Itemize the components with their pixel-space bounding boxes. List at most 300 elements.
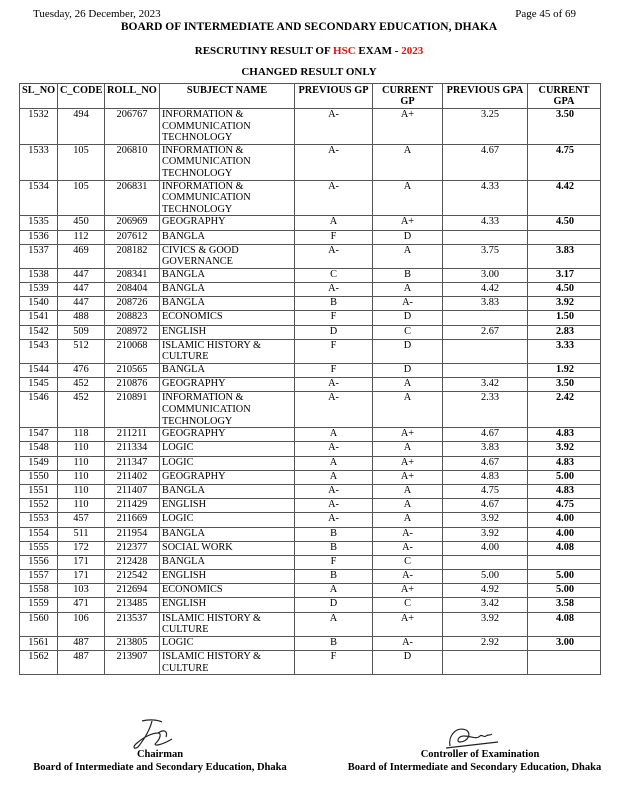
cell-subject: INFORMATION & COMMUNICATION TECHNOLOGY xyxy=(160,109,295,145)
cell-c-code: 452 xyxy=(58,378,105,392)
cell-current-gpa: 4.83 xyxy=(528,456,601,470)
cell-subject: ISLAMIC HISTORY & CULTURE xyxy=(160,651,295,675)
col-subject-name: SUBJECT NAME xyxy=(160,84,295,109)
cell-c-code: 512 xyxy=(58,339,105,363)
cell-sl-no: 1549 xyxy=(20,456,58,470)
cell-sl-no: 1555 xyxy=(20,541,58,555)
cell-subject: BANGLA xyxy=(160,297,295,311)
exam-name: HSC xyxy=(333,45,356,57)
cell-current-gp: A xyxy=(373,144,443,180)
table-row xyxy=(20,442,601,456)
cell-current-gpa: 5.00 xyxy=(528,570,601,584)
cell-current-gpa: 3.33 xyxy=(528,339,601,363)
cell-sl-no: 1541 xyxy=(20,311,58,325)
cell-sl-no: 1551 xyxy=(20,484,58,498)
cell-subject: GEOGRAPHY xyxy=(160,216,295,230)
table-row xyxy=(20,513,601,527)
cell-previous-gp: D xyxy=(295,598,373,612)
cell-sl-no: 1533 xyxy=(20,144,58,180)
cell-current-gp: A+ xyxy=(373,470,443,484)
table-row xyxy=(20,470,601,484)
table-row xyxy=(20,325,601,339)
cell-previous-gp: A- xyxy=(295,283,373,297)
cell-current-gpa: 4.00 xyxy=(528,527,601,541)
cell-roll-no: 207612 xyxy=(105,230,160,244)
cell-c-code: 487 xyxy=(58,636,105,650)
col-previous-gp: PREVIOUS GP xyxy=(295,84,373,109)
cell-sl-no: 1561 xyxy=(20,636,58,650)
cell-current-gpa: 4.75 xyxy=(528,499,601,513)
cell-roll-no: 208823 xyxy=(105,311,160,325)
cell-previous-gp: A xyxy=(295,584,373,598)
cell-roll-no: 211429 xyxy=(105,499,160,513)
cell-current-gpa: 3.50 xyxy=(528,109,601,145)
table-row xyxy=(20,651,601,675)
cell-current-gp: D xyxy=(373,311,443,325)
table-row xyxy=(20,598,601,612)
cell-roll-no: 211407 xyxy=(105,484,160,498)
cell-c-code: 457 xyxy=(58,513,105,527)
cell-previous-gp: C xyxy=(295,268,373,282)
cell-c-code: 487 xyxy=(58,651,105,675)
cell-current-gpa: 1.92 xyxy=(528,364,601,378)
table-row xyxy=(20,527,601,541)
cell-current-gpa: 3.00 xyxy=(528,636,601,650)
cell-subject: LOGIC xyxy=(160,442,295,456)
cell-subject: ENGLISH xyxy=(160,570,295,584)
cell-previous-gp: A xyxy=(295,470,373,484)
cell-previous-gpa xyxy=(443,311,528,325)
cell-subject: INFORMATION & COMMUNICATION TECHNOLOGY xyxy=(160,180,295,216)
cell-c-code: 447 xyxy=(58,283,105,297)
cell-c-code: 447 xyxy=(58,268,105,282)
cell-current-gp: A- xyxy=(373,636,443,650)
cell-previous-gp: A- xyxy=(295,144,373,180)
cell-roll-no: 211669 xyxy=(105,513,160,527)
cell-current-gpa: 4.83 xyxy=(528,484,601,498)
cell-sl-no: 1548 xyxy=(20,442,58,456)
cell-current-gp: A xyxy=(373,392,443,428)
cell-previous-gpa: 2.33 xyxy=(443,392,528,428)
cell-subject: GEOGRAPHY xyxy=(160,428,295,442)
col-previous-gpa: PREVIOUS GPA xyxy=(443,84,528,109)
cell-sl-no: 1543 xyxy=(20,339,58,363)
cell-c-code: 112 xyxy=(58,230,105,244)
table-row xyxy=(20,392,601,428)
cell-current-gp: D xyxy=(373,651,443,675)
cell-previous-gp: D xyxy=(295,325,373,339)
cell-c-code: 105 xyxy=(58,144,105,180)
cell-previous-gpa: 4.83 xyxy=(443,470,528,484)
cell-subject: ISLAMIC HISTORY & CULTURE xyxy=(160,339,295,363)
cell-previous-gp: A- xyxy=(295,484,373,498)
controller-org: Board of Intermediate and Secondary Education, Dhaka xyxy=(347,762,602,773)
cell-current-gp: A- xyxy=(373,527,443,541)
cell-roll-no: 213485 xyxy=(105,598,160,612)
cell-subject: BANGLA xyxy=(160,555,295,569)
cell-previous-gpa: 4.92 xyxy=(443,584,528,598)
cell-subject: INFORMATION & COMMUNICATION TECHNOLOGY xyxy=(160,144,295,180)
cell-previous-gp: A xyxy=(295,456,373,470)
cell-sl-no: 1535 xyxy=(20,216,58,230)
cell-current-gp: D xyxy=(373,230,443,244)
cell-current-gpa: 2.83 xyxy=(528,325,601,339)
cell-subject: GEOGRAPHY xyxy=(160,378,295,392)
cell-current-gp: A+ xyxy=(373,109,443,145)
cell-sl-no: 1562 xyxy=(20,651,58,675)
cell-subject: LOGIC xyxy=(160,513,295,527)
table-row xyxy=(20,268,601,282)
cell-current-gp: A xyxy=(373,442,443,456)
table-row xyxy=(20,364,601,378)
cell-previous-gpa: 2.67 xyxy=(443,325,528,339)
cell-subject: LOGIC xyxy=(160,456,295,470)
col-current-gp: CURRENT GP xyxy=(373,84,443,109)
title-middle: EXAM - xyxy=(355,45,402,57)
cell-previous-gpa: 4.67 xyxy=(443,144,528,180)
cell-previous-gp: A- xyxy=(295,244,373,268)
cell-previous-gpa: 3.92 xyxy=(443,612,528,636)
cell-previous-gp: A- xyxy=(295,180,373,216)
cell-roll-no: 208726 xyxy=(105,297,160,311)
cell-subject: INFORMATION & COMMUNICATION TECHNOLOGY xyxy=(160,392,295,428)
cell-current-gp: A xyxy=(373,378,443,392)
cell-roll-no: 212377 xyxy=(105,541,160,555)
cell-current-gpa xyxy=(528,230,601,244)
table-row xyxy=(20,484,601,498)
result-table xyxy=(19,83,601,675)
cell-roll-no: 208182 xyxy=(105,244,160,268)
table-body xyxy=(20,109,601,675)
cell-roll-no: 208972 xyxy=(105,325,160,339)
cell-previous-gpa: 3.83 xyxy=(443,297,528,311)
cell-previous-gpa xyxy=(443,230,528,244)
cell-roll-no: 210565 xyxy=(105,364,160,378)
cell-previous-gp: B xyxy=(295,636,373,650)
cell-current-gpa: 5.00 xyxy=(528,584,601,598)
cell-previous-gpa: 3.92 xyxy=(443,513,528,527)
chairman-org: Board of Intermediate and Secondary Education, Dhaka xyxy=(33,762,287,773)
cell-c-code: 476 xyxy=(58,364,105,378)
cell-sl-no: 1560 xyxy=(20,612,58,636)
cell-c-code: 172 xyxy=(58,541,105,555)
cell-sl-no: 1546 xyxy=(20,392,58,428)
cell-previous-gpa: 3.42 xyxy=(443,378,528,392)
cell-current-gp: A xyxy=(373,283,443,297)
table-row xyxy=(20,144,601,180)
cell-current-gp: C xyxy=(373,598,443,612)
print-date: Tuesday, 26 December, 2023 xyxy=(33,8,161,20)
chairman-signature xyxy=(128,717,188,753)
cell-c-code: 110 xyxy=(58,442,105,456)
cell-previous-gp: B xyxy=(295,570,373,584)
cell-previous-gp: B xyxy=(295,541,373,555)
cell-previous-gp: A- xyxy=(295,378,373,392)
cell-sl-no: 1547 xyxy=(20,428,58,442)
table-row xyxy=(20,180,601,216)
table-row xyxy=(20,339,601,363)
table-row xyxy=(20,555,601,569)
cell-current-gpa: 4.00 xyxy=(528,513,601,527)
cell-c-code: 450 xyxy=(58,216,105,230)
cell-current-gp: A xyxy=(373,513,443,527)
cell-previous-gpa: 4.00 xyxy=(443,541,528,555)
cell-c-code: 469 xyxy=(58,244,105,268)
cell-roll-no: 212428 xyxy=(105,555,160,569)
cell-sl-no: 1532 xyxy=(20,109,58,145)
cell-current-gpa: 1.50 xyxy=(528,311,601,325)
cell-c-code: 106 xyxy=(58,612,105,636)
exam-year: 2023 xyxy=(401,45,424,57)
cell-sl-no: 1536 xyxy=(20,230,58,244)
cell-current-gp: A xyxy=(373,499,443,513)
cell-previous-gp: A xyxy=(295,216,373,230)
cell-subject: BANGLA xyxy=(160,527,295,541)
cell-c-code: 110 xyxy=(58,499,105,513)
cell-previous-gp: A- xyxy=(295,442,373,456)
cell-current-gpa: 4.08 xyxy=(528,541,601,555)
cell-previous-gpa: 3.92 xyxy=(443,527,528,541)
cell-current-gpa: 3.17 xyxy=(528,268,601,282)
cell-c-code: 110 xyxy=(58,456,105,470)
cell-subject: BANGLA xyxy=(160,364,295,378)
cell-sl-no: 1540 xyxy=(20,297,58,311)
col-sl-no: SL_NO xyxy=(20,84,58,109)
cell-current-gpa xyxy=(528,555,601,569)
cell-current-gp: A+ xyxy=(373,612,443,636)
cell-roll-no: 210068 xyxy=(105,339,160,363)
cell-roll-no: 206831 xyxy=(105,180,160,216)
cell-previous-gpa: 2.92 xyxy=(443,636,528,650)
table-row xyxy=(20,499,601,513)
table-row xyxy=(20,244,601,268)
cell-subject: GEOGRAPHY xyxy=(160,470,295,484)
col-current-gpa: CURRENT GPA xyxy=(528,84,601,109)
cell-current-gp: A+ xyxy=(373,456,443,470)
cell-c-code: 171 xyxy=(58,570,105,584)
cell-previous-gpa: 3.83 xyxy=(443,442,528,456)
cell-roll-no: 211347 xyxy=(105,456,160,470)
cell-previous-gp: F xyxy=(295,311,373,325)
cell-sl-no: 1554 xyxy=(20,527,58,541)
cell-current-gpa: 3.92 xyxy=(528,297,601,311)
cell-previous-gpa: 3.25 xyxy=(443,109,528,145)
result-title xyxy=(0,45,618,57)
cell-subject: ECONOMICS xyxy=(160,584,295,598)
cell-roll-no: 206969 xyxy=(105,216,160,230)
chairman-title: Chairman xyxy=(136,749,184,760)
cell-roll-no: 213537 xyxy=(105,612,160,636)
cell-previous-gpa: 3.42 xyxy=(443,598,528,612)
cell-sl-no: 1556 xyxy=(20,555,58,569)
cell-subject: BANGLA xyxy=(160,268,295,282)
cell-current-gp: C xyxy=(373,555,443,569)
cell-current-gpa: 2.42 xyxy=(528,392,601,428)
cell-sl-no: 1558 xyxy=(20,584,58,598)
cell-roll-no: 211402 xyxy=(105,470,160,484)
cell-previous-gpa: 3.75 xyxy=(443,244,528,268)
cell-sl-no: 1534 xyxy=(20,180,58,216)
cell-roll-no: 211334 xyxy=(105,442,160,456)
page-number: Page 45 of 69 xyxy=(515,8,576,20)
controller-title: Controller of Examination xyxy=(420,749,540,760)
cell-previous-gpa xyxy=(443,339,528,363)
cell-c-code: 511 xyxy=(58,527,105,541)
cell-roll-no: 208341 xyxy=(105,268,160,282)
cell-current-gp: A- xyxy=(373,541,443,555)
table-row xyxy=(20,297,601,311)
cell-subject: CIVICS & GOOD GOVERNANCE xyxy=(160,244,295,268)
cell-roll-no: 212542 xyxy=(105,570,160,584)
cell-current-gp: A+ xyxy=(373,216,443,230)
table-row xyxy=(20,570,601,584)
table-row xyxy=(20,216,601,230)
cell-c-code: 447 xyxy=(58,297,105,311)
cell-previous-gpa: 4.33 xyxy=(443,180,528,216)
cell-previous-gpa: 4.42 xyxy=(443,283,528,297)
table-row xyxy=(20,230,601,244)
cell-current-gp: D xyxy=(373,364,443,378)
cell-current-gpa: 4.83 xyxy=(528,428,601,442)
cell-c-code: 105 xyxy=(58,180,105,216)
cell-roll-no: 206767 xyxy=(105,109,160,145)
cell-sl-no: 1542 xyxy=(20,325,58,339)
cell-previous-gpa: 4.75 xyxy=(443,484,528,498)
table-row xyxy=(20,584,601,598)
cell-roll-no: 212694 xyxy=(105,584,160,598)
cell-current-gp: C xyxy=(373,325,443,339)
cell-previous-gpa: 3.00 xyxy=(443,268,528,282)
cell-current-gp: B xyxy=(373,268,443,282)
cell-current-gp: A- xyxy=(373,570,443,584)
cell-sl-no: 1537 xyxy=(20,244,58,268)
cell-c-code: 494 xyxy=(58,109,105,145)
table-row xyxy=(20,428,601,442)
cell-c-code: 110 xyxy=(58,484,105,498)
cell-subject: BANGLA xyxy=(160,484,295,498)
cell-previous-gp: A xyxy=(295,428,373,442)
cell-sl-no: 1545 xyxy=(20,378,58,392)
cell-roll-no: 206810 xyxy=(105,144,160,180)
cell-current-gp: A+ xyxy=(373,428,443,442)
subtitle: CHANGED RESULT ONLY xyxy=(241,66,377,78)
cell-current-gpa: 3.92 xyxy=(528,442,601,456)
cell-current-gpa: 4.08 xyxy=(528,612,601,636)
cell-current-gpa: 5.00 xyxy=(528,470,601,484)
cell-current-gpa: 4.75 xyxy=(528,144,601,180)
cell-roll-no: 210891 xyxy=(105,392,160,428)
cell-roll-no: 211954 xyxy=(105,527,160,541)
cell-sl-no: 1552 xyxy=(20,499,58,513)
cell-previous-gpa: 4.67 xyxy=(443,428,528,442)
table-header-row xyxy=(20,84,601,109)
cell-subject: SOCIAL WORK xyxy=(160,541,295,555)
cell-previous-gp: A- xyxy=(295,513,373,527)
cell-sl-no: 1553 xyxy=(20,513,58,527)
cell-previous-gpa xyxy=(443,364,528,378)
cell-subject: ENGLISH xyxy=(160,499,295,513)
cell-c-code: 471 xyxy=(58,598,105,612)
table-row xyxy=(20,109,601,145)
table-row xyxy=(20,541,601,555)
cell-previous-gpa: 4.67 xyxy=(443,499,528,513)
cell-sl-no: 1544 xyxy=(20,364,58,378)
table-row xyxy=(20,283,601,297)
cell-current-gp: A xyxy=(373,180,443,216)
cell-previous-gpa: 4.67 xyxy=(443,456,528,470)
col-roll-no: ROLL_NO xyxy=(105,84,160,109)
cell-current-gpa: 3.58 xyxy=(528,598,601,612)
cell-current-gpa: 4.50 xyxy=(528,216,601,230)
cell-previous-gp: B xyxy=(295,297,373,311)
board-title: BOARD OF INTERMEDIATE AND SECONDARY EDUCATION, DHAKA xyxy=(120,21,498,33)
table-row xyxy=(20,378,601,392)
cell-previous-gpa xyxy=(443,651,528,675)
cell-sl-no: 1559 xyxy=(20,598,58,612)
cell-subject: LOGIC xyxy=(160,636,295,650)
cell-c-code: 110 xyxy=(58,470,105,484)
cell-previous-gp: F xyxy=(295,555,373,569)
cell-subject: BANGLA xyxy=(160,230,295,244)
cell-current-gp: A xyxy=(373,244,443,268)
cell-sl-no: 1557 xyxy=(20,570,58,584)
cell-roll-no: 210876 xyxy=(105,378,160,392)
cell-subject: ENGLISH xyxy=(160,325,295,339)
cell-previous-gpa xyxy=(443,555,528,569)
cell-current-gp: D xyxy=(373,339,443,363)
cell-previous-gp: F xyxy=(295,339,373,363)
cell-roll-no: 208404 xyxy=(105,283,160,297)
cell-subject: ECONOMICS xyxy=(160,311,295,325)
cell-previous-gp: B xyxy=(295,527,373,541)
cell-previous-gp: A- xyxy=(295,109,373,145)
cell-current-gpa xyxy=(528,651,601,675)
cell-previous-gp: F xyxy=(295,651,373,675)
cell-previous-gp: A- xyxy=(295,392,373,428)
cell-current-gp: A xyxy=(373,484,443,498)
cell-c-code: 118 xyxy=(58,428,105,442)
title-prefix: RESCRUTINY RESULT OF xyxy=(194,45,334,57)
cell-current-gp: A+ xyxy=(373,584,443,598)
cell-sl-no: 1550 xyxy=(20,470,58,484)
cell-subject: ISLAMIC HISTORY & CULTURE xyxy=(160,612,295,636)
cell-previous-gp: A xyxy=(295,612,373,636)
cell-subject: BANGLA xyxy=(160,283,295,297)
cell-current-gpa: 3.50 xyxy=(528,378,601,392)
table-row xyxy=(20,456,601,470)
cell-subject: ENGLISH xyxy=(160,598,295,612)
cell-current-gpa: 3.83 xyxy=(528,244,601,268)
controller-signature xyxy=(442,720,502,752)
cell-current-gp: A- xyxy=(373,297,443,311)
cell-previous-gpa: 4.33 xyxy=(443,216,528,230)
table-row xyxy=(20,636,601,650)
cell-c-code: 103 xyxy=(58,584,105,598)
cell-roll-no: 213907 xyxy=(105,651,160,675)
cell-current-gpa: 4.50 xyxy=(528,283,601,297)
cell-roll-no: 211211 xyxy=(105,428,160,442)
cell-sl-no: 1538 xyxy=(20,268,58,282)
cell-c-code: 452 xyxy=(58,392,105,428)
cell-previous-gp: F xyxy=(295,364,373,378)
cell-c-code: 171 xyxy=(58,555,105,569)
col-c-code: C_CODE xyxy=(58,84,105,109)
cell-roll-no: 213805 xyxy=(105,636,160,650)
cell-c-code: 488 xyxy=(58,311,105,325)
cell-previous-gp: A- xyxy=(295,499,373,513)
cell-previous-gpa: 5.00 xyxy=(443,570,528,584)
cell-previous-gp: F xyxy=(295,230,373,244)
